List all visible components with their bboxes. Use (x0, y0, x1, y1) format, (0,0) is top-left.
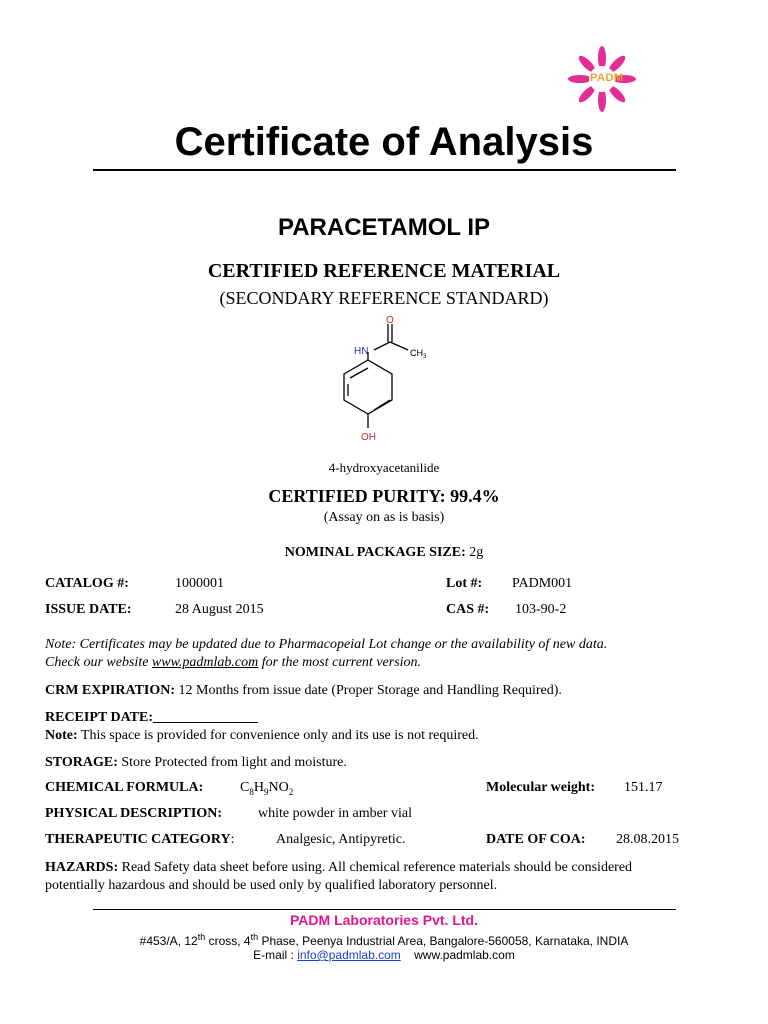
logo-text: PADM (590, 72, 624, 84)
catalog-label: CATALOG #: (45, 576, 129, 591)
company-name: PADM Laboratories Pvt. Ltd. (290, 912, 478, 928)
molecular-weight-label: Molecular weight: (486, 780, 595, 795)
purity-label: CERTIFIED PURITY: (268, 486, 446, 506)
contact-line: E-mail : info@padmlab.com www.padmlab.com (253, 948, 515, 962)
material-subtype: (SECONDARY REFERENCE STANDARD) (219, 288, 549, 308)
storage-value: Store Protected from light and moisture. (121, 755, 347, 770)
hazards-label: HAZARDS: (45, 860, 119, 875)
package-size (0, 545, 768, 561)
hazards (45, 859, 632, 895)
package-label: NOMINAL PACKAGE SIZE: (284, 545, 466, 560)
methyl-label: $CH_3$ (410, 348, 427, 360)
lot-label: Lot #: (446, 576, 483, 591)
receipt-note-label: Note: (45, 728, 78, 743)
document-title: Certificate of Analysis (174, 120, 594, 164)
company-address: #453/A, 12th cross, 4th Phase, Peenya Industrial Area, Bangalore-560058, Karnataka, INDIA (139, 932, 629, 948)
receipt-date-blank: _______________ (153, 710, 259, 725)
purity-value: 99.4% (450, 486, 500, 506)
date-of-coa-label: DATE OF COA: (486, 832, 586, 847)
physical-description-value: white powder in amber vial (258, 806, 412, 821)
molecular-weight-value: 151.17 (624, 780, 663, 795)
receipt-date-label: RECEIPT DATE: (45, 710, 154, 725)
physical-description-label: PHYSICAL DESCRIPTION: (45, 806, 222, 821)
crm-expiration-label: CRM EXPIRATION: (45, 683, 176, 698)
storage-label: STORAGE: (45, 755, 118, 770)
update-note (45, 636, 607, 672)
hydroxyl-label: OH (361, 432, 376, 443)
website-link[interactable]: www.padmlab.com (151, 655, 259, 670)
title-underline (93, 169, 676, 171)
chemical-formula-value: $C_8H_9NO_2$ (240, 780, 294, 797)
lot-value: PADM001 (512, 576, 573, 591)
receipt-date (45, 709, 258, 727)
issue-date-label: ISSUE DATE: (45, 602, 132, 617)
note-line-1: Note: Certificates may be updated due to Pharmacopeial Lot change or the availability of new data. (45, 637, 608, 652)
cas-value: 103-90-2 (515, 602, 567, 617)
crm-expiration-value: 12 Months from issue date (Proper Storage and Handling Required). (178, 683, 562, 698)
chemical-structure (320, 312, 440, 462)
storage (45, 754, 347, 772)
package-value: 2g (469, 545, 484, 560)
therapeutic-category-label: THERAPEUTIC CATEGORY (45, 832, 231, 847)
amine-label: HN (354, 346, 369, 357)
receipt-note (45, 727, 479, 745)
receipt-note-value: This space is provided for convenience only and its use is not required. (80, 728, 479, 743)
compound-name: 4-hydroxyacetanilide (328, 460, 440, 475)
date-of-coa-value: 28.08.2015 (616, 832, 679, 847)
assay-basis: (Assay on as is basis) (323, 510, 445, 525)
product-name: PARACETAMOL IP (277, 214, 490, 241)
therapeutic-category: THERAPEUTIC CATEGORY: (45, 832, 235, 847)
chemical-formula-label: CHEMICAL FORMULA: (45, 780, 204, 795)
note-line-2: Check our website www.padmlab.com for the most current version. (45, 655, 422, 670)
email-link[interactable]: info@padmlab.com (297, 948, 401, 962)
footer-website: www.padmlab.com (414, 948, 515, 962)
material-type: CERTIFIED REFERENCE MATERIAL (207, 260, 561, 282)
certified-purity (0, 486, 768, 507)
padm-logo (560, 44, 644, 114)
therapeutic-category-value: Analgesic, Antipyretic. (276, 832, 406, 847)
carbonyl-label: O (386, 315, 394, 326)
issue-date-value: 28 August 2015 (175, 602, 264, 617)
catalog-value: 1000001 (175, 576, 224, 591)
hazards-line-1: Read Safety data sheet before using. All chemical reference materials should be considered (121, 860, 633, 875)
cas-label: CAS #: (446, 602, 490, 617)
footer-divider (93, 909, 676, 910)
hazards-line-2: potentially hazardous and should be used only by qualified laboratory personnel. (45, 878, 498, 893)
crm-expiration (45, 682, 562, 700)
